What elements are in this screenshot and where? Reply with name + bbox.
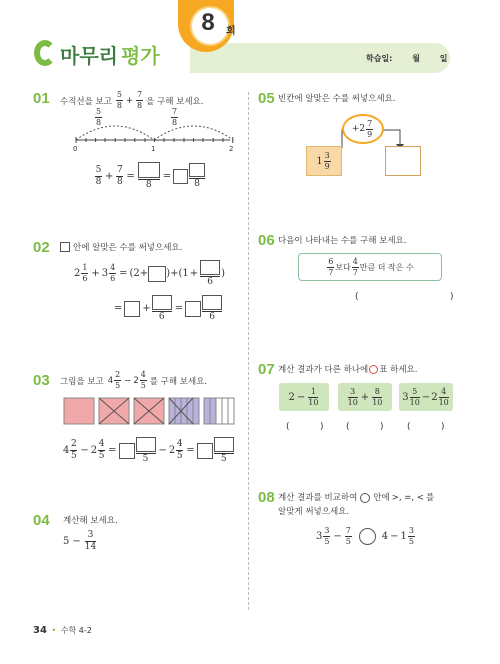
q8-number: 08 — [258, 489, 275, 506]
q2-equation-line2: = + 6 = 6 — [114, 295, 223, 322]
q4-expression: 5 − 3 14 — [63, 530, 97, 552]
q2-prompt: 안에 알맞은 수를 써넣으세요. — [60, 241, 182, 253]
q2-box-icon — [60, 242, 70, 252]
q6-answer-paren-right: ) — [450, 292, 454, 302]
q3-box-4[interactable] — [214, 437, 234, 452]
q5-number: 05 — [258, 90, 275, 107]
q1-tick-0: 0 — [73, 145, 78, 153]
q1-tick-2: 2 — [229, 145, 234, 153]
q3-prompt: 그림을 보고 4 2 5 − 2 4 5 를 구해 보세요. — [60, 370, 208, 390]
q5-start-box: 1 3 9 — [306, 146, 342, 176]
q7-choice-3[interactable]: 3 5 10 − 2 4 10 — [399, 383, 453, 411]
study-date: 학습일: 월 일 — [366, 54, 448, 63]
q6-card: 6 7 보다 4 7 만큼 더 작은 수 — [298, 253, 442, 281]
q2-equation-line1: 2 1 6 + 3 4 6 = (2+ )+( 1 + 6 ) — [74, 260, 225, 287]
round-unit: 회 — [226, 26, 236, 37]
q2-box-3[interactable] — [124, 301, 140, 317]
column-divider — [248, 92, 249, 610]
q2-number: 02 — [33, 239, 50, 256]
q6-number: 06 — [258, 232, 275, 249]
q2-box-4[interactable] — [152, 295, 172, 310]
header-c-icon — [34, 40, 56, 66]
q2-box-2[interactable] — [200, 260, 220, 275]
q1-equation: 5 8 + 7 8 = 8 = 8 — [94, 162, 206, 190]
q1-answer-box-3[interactable] — [189, 163, 205, 177]
q7-prompt: 계산 결과가 다른 하나에 표 하세요. — [278, 365, 418, 375]
q1-number-line — [60, 108, 240, 156]
q6-answer-field[interactable] — [362, 290, 448, 304]
q3-box-1[interactable] — [119, 443, 135, 459]
q7-number: 07 — [258, 361, 275, 378]
compare-circle-icon — [360, 493, 370, 503]
q1-answer-box-2[interactable] — [173, 169, 188, 184]
title-main: 마무리 — [60, 46, 118, 68]
q6-answer-paren-left: ( — [355, 292, 359, 302]
round-number: 8 — [201, 9, 215, 36]
q2-box-6[interactable] — [202, 295, 222, 310]
q5-operator-bubble: +2 7 9 — [342, 114, 384, 144]
q3-equation: 4 2 5 − 2 4 5 = 5 − 2 4 5 = 5 — [63, 437, 235, 464]
q4-number: 04 — [33, 512, 50, 529]
q1-prompt: 수직선을 보고 5 8 + 7 8 을 구해 보세요. — [60, 90, 204, 110]
q1-answer-box-1[interactable] — [138, 162, 160, 178]
q7-choice-2[interactable]: 3 10 + 8 10 — [338, 383, 392, 411]
page-title — [60, 40, 160, 69]
q3-box-2[interactable] — [136, 437, 156, 452]
q7-choice-1[interactable]: 2 − 1 10 — [279, 383, 329, 411]
q3-number: 03 — [33, 372, 50, 389]
footer: 34 • 수학 4-2 — [33, 625, 92, 636]
q5-answer-box[interactable] — [385, 146, 421, 176]
q3-box-3[interactable] — [197, 443, 213, 459]
q1-arc1-label: 5 8 — [95, 107, 102, 127]
page-number: 34 — [33, 625, 47, 636]
q8-answer-circle[interactable] — [359, 528, 376, 545]
q3-picture — [63, 397, 241, 425]
q1-tick-1: 1 — [151, 145, 156, 153]
q1-number: 01 — [33, 90, 50, 107]
q2-box-1[interactable] — [148, 266, 166, 282]
q2-box-5[interactable] — [185, 301, 201, 317]
circle-mark-icon — [369, 365, 378, 374]
q1-arc2-label: 7 8 — [171, 107, 178, 127]
q6-prompt: 다음이 나타내는 수를 구해 보세요. — [278, 236, 407, 246]
title-sub: 평가 — [120, 46, 160, 68]
q8-comparison: 3 3 5 − 7 5 4 − 1 3 5 — [316, 526, 414, 546]
q4-prompt: 계산해 보세요. — [63, 516, 118, 526]
subject-label: 수학 4-2 — [60, 626, 92, 635]
q5-prompt: 빈칸에 알맞은 수를 써넣으세요. — [278, 94, 396, 104]
q8-prompt: 계산 결과를 비교하여 안에 >, =, < 를 알맞게 써넣으세요. — [278, 493, 435, 517]
